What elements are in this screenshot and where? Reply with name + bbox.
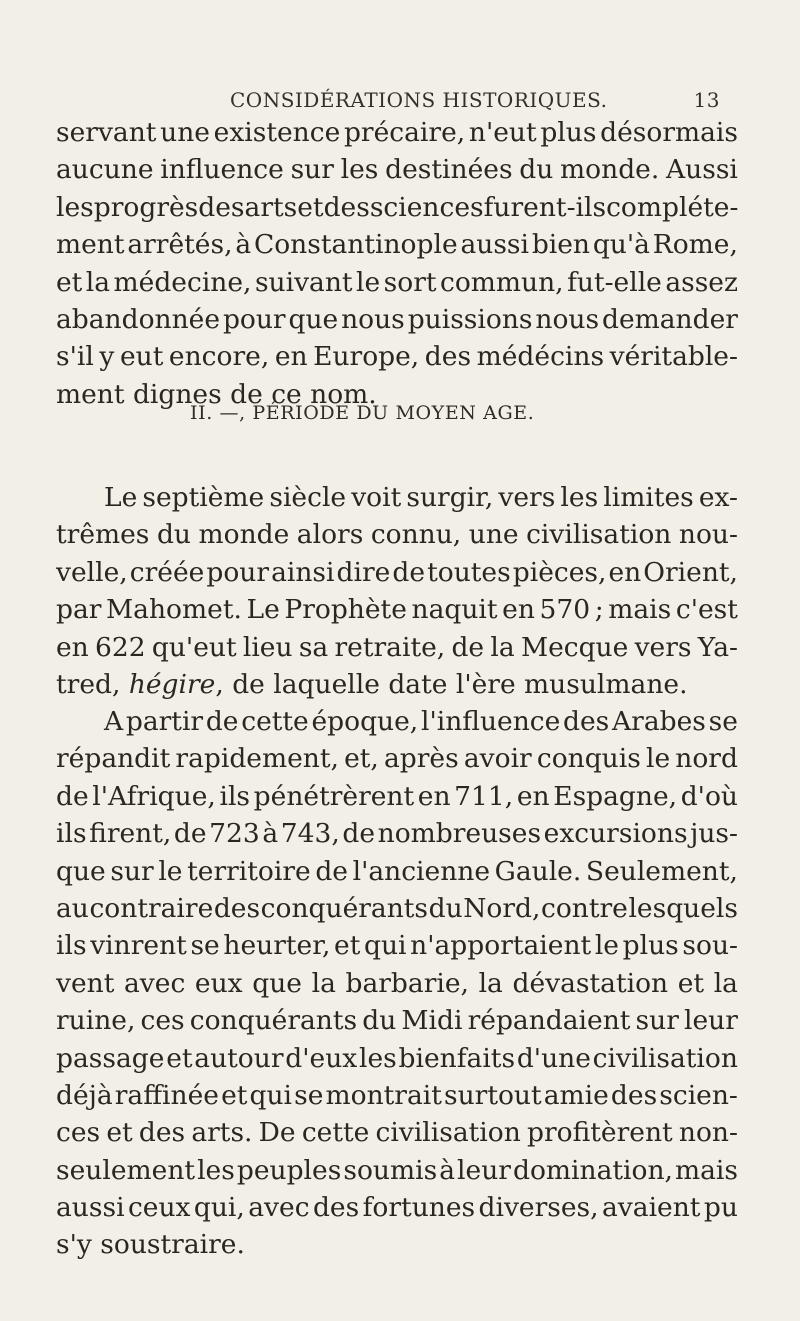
word: ceux bbox=[127, 1192, 191, 1224]
word: et bbox=[106, 1117, 133, 1149]
word: et bbox=[334, 930, 361, 962]
word: leur bbox=[684, 1005, 738, 1037]
word: pièces, bbox=[512, 556, 607, 588]
word: après bbox=[383, 743, 459, 775]
text-fragment: , de laquelle date l'ère musulmane. bbox=[215, 668, 688, 700]
word: de bbox=[173, 818, 207, 850]
word: Constantinople bbox=[253, 229, 458, 261]
word: firent, bbox=[89, 818, 172, 850]
word: De bbox=[258, 1117, 296, 1149]
word: à bbox=[235, 229, 252, 261]
word: Nord, bbox=[463, 892, 541, 924]
paragraph-3 bbox=[56, 703, 738, 1264]
word: non- bbox=[678, 1117, 738, 1149]
word: répandaient bbox=[467, 1005, 631, 1037]
word: peuples bbox=[236, 1154, 342, 1186]
word: du bbox=[362, 1005, 397, 1037]
word: commun, bbox=[439, 266, 564, 298]
word: des bbox=[323, 191, 370, 223]
word: de bbox=[392, 556, 426, 588]
word: de bbox=[315, 855, 348, 887]
word: et bbox=[221, 1079, 248, 1111]
word: en bbox=[502, 594, 535, 626]
word: profitèrent bbox=[527, 1117, 673, 1149]
word: civilisation bbox=[526, 519, 672, 551]
word: de bbox=[342, 818, 376, 850]
text-line bbox=[56, 890, 738, 927]
text-line bbox=[56, 189, 738, 226]
word: nou- bbox=[678, 519, 738, 551]
word: territoire bbox=[187, 855, 311, 887]
word: désormais bbox=[600, 117, 738, 148]
word: arts. bbox=[191, 1117, 253, 1149]
word: 622 bbox=[95, 631, 146, 663]
paragraph-1 bbox=[56, 114, 738, 413]
word: monde. bbox=[560, 154, 660, 186]
word: les bbox=[340, 154, 379, 186]
word: fortunes bbox=[362, 1192, 476, 1224]
word: cette bbox=[241, 706, 309, 737]
word: progrès bbox=[93, 191, 199, 223]
word: 743, bbox=[280, 818, 340, 850]
word: ainsi bbox=[271, 556, 335, 588]
word: du bbox=[428, 892, 463, 924]
word: pour bbox=[206, 556, 270, 588]
word: toutes bbox=[427, 556, 511, 588]
word: sort bbox=[383, 266, 437, 298]
word: du bbox=[519, 154, 554, 186]
word: destinées bbox=[385, 154, 513, 186]
word: les bbox=[560, 482, 599, 513]
text-line bbox=[56, 629, 738, 666]
word: Aussi bbox=[666, 154, 738, 186]
word: aussi bbox=[460, 229, 529, 261]
word: qui bbox=[249, 1079, 293, 1111]
word: en bbox=[417, 780, 451, 812]
word: qui bbox=[364, 930, 407, 962]
word: et bbox=[56, 266, 83, 298]
word: mais bbox=[608, 594, 672, 626]
word: qu'eut bbox=[151, 631, 237, 663]
word: sur bbox=[110, 855, 154, 887]
word: soumis bbox=[343, 1154, 438, 1186]
word: de bbox=[56, 780, 89, 812]
word: Le bbox=[104, 482, 138, 513]
word: ils bbox=[56, 818, 87, 850]
word: par bbox=[56, 594, 102, 626]
text-line bbox=[56, 1114, 738, 1151]
word: se bbox=[190, 930, 220, 962]
word: nous bbox=[535, 303, 600, 335]
word: les bbox=[359, 1042, 397, 1074]
word: servant bbox=[56, 117, 157, 148]
word: 723 bbox=[209, 818, 260, 850]
word: et bbox=[297, 191, 324, 223]
text-line bbox=[56, 1040, 738, 1077]
text-line bbox=[56, 853, 738, 890]
word: domination, bbox=[512, 1154, 673, 1186]
word: plus bbox=[540, 117, 597, 148]
word: civilisation bbox=[592, 1042, 738, 1074]
word: autour bbox=[194, 1042, 284, 1074]
word: vent bbox=[56, 967, 115, 999]
word: y bbox=[99, 341, 115, 373]
text-line bbox=[56, 1077, 738, 1114]
text-line bbox=[56, 965, 738, 1002]
text-line bbox=[56, 151, 738, 188]
word: Ya- bbox=[697, 631, 738, 663]
word: Prophète bbox=[284, 594, 407, 626]
word: plus bbox=[622, 930, 679, 962]
word: des bbox=[563, 706, 610, 737]
word: contraire bbox=[89, 892, 214, 924]
word: aussi bbox=[56, 1192, 125, 1224]
word: rapidement, bbox=[175, 743, 339, 775]
word: raffinée bbox=[114, 1079, 219, 1111]
text-fragment: tred, bbox=[56, 668, 129, 700]
word: de bbox=[451, 631, 485, 663]
word: la bbox=[311, 967, 336, 999]
word: sciences bbox=[369, 191, 484, 223]
word: jus- bbox=[690, 818, 738, 850]
word: précaire, bbox=[343, 117, 466, 148]
word: des bbox=[424, 341, 472, 373]
running-title: CONSIDÉRATIONS HISTORIQUES. bbox=[230, 88, 608, 112]
word: bien bbox=[531, 229, 591, 261]
text-line bbox=[56, 591, 738, 628]
word: ils bbox=[56, 930, 87, 962]
word: 570 bbox=[539, 594, 591, 626]
word: n'eut bbox=[468, 117, 537, 148]
word: pour bbox=[222, 303, 286, 335]
word: la bbox=[713, 967, 738, 999]
paragraph-2 bbox=[56, 479, 738, 703]
word: époque, bbox=[311, 706, 419, 737]
word: retraite, bbox=[334, 631, 446, 663]
word: existence bbox=[213, 117, 341, 148]
word: c'est bbox=[675, 594, 738, 626]
word: pénétrèrent bbox=[253, 780, 415, 812]
text-line bbox=[56, 778, 738, 815]
text-line bbox=[56, 264, 738, 301]
word: conquérants bbox=[189, 1005, 358, 1037]
word: dévastation bbox=[512, 967, 669, 999]
word: aucune bbox=[56, 154, 154, 186]
word: mais bbox=[674, 1154, 738, 1186]
word: les bbox=[56, 191, 94, 223]
word: influence bbox=[160, 154, 284, 186]
word: avec bbox=[124, 967, 186, 999]
text-line bbox=[56, 554, 738, 591]
word: conquérants bbox=[260, 892, 429, 924]
word: avoir bbox=[463, 743, 532, 775]
word: à bbox=[262, 818, 279, 850]
word: vinrent bbox=[90, 930, 187, 962]
word: d'eux bbox=[285, 1042, 358, 1074]
word: civilisation bbox=[375, 1117, 521, 1149]
word: surgir, bbox=[406, 482, 494, 513]
word: une bbox=[468, 519, 519, 551]
word: monde bbox=[198, 519, 290, 551]
word: avaient bbox=[602, 1192, 701, 1224]
word: de bbox=[205, 706, 239, 737]
word: montrait bbox=[325, 1079, 442, 1111]
word: furent-ils bbox=[483, 191, 607, 223]
word: barbarie, bbox=[345, 967, 469, 999]
word: lesquels bbox=[628, 892, 738, 924]
word: Arabes bbox=[612, 706, 706, 737]
text-line bbox=[56, 301, 738, 338]
text-line bbox=[56, 1189, 738, 1226]
text-line bbox=[56, 1002, 738, 1039]
word: en bbox=[274, 341, 308, 373]
word: se bbox=[708, 706, 738, 737]
word: le bbox=[356, 266, 381, 298]
page-number: 13 bbox=[693, 88, 720, 112]
word: fut-elle bbox=[567, 266, 662, 298]
word: que bbox=[252, 967, 302, 999]
word: Mecque bbox=[520, 631, 629, 663]
word: et bbox=[166, 1042, 193, 1074]
word: l'influence bbox=[420, 706, 561, 737]
word: en bbox=[608, 556, 642, 588]
word: ils bbox=[219, 780, 251, 812]
word: des bbox=[198, 191, 245, 223]
word: répandit bbox=[56, 743, 171, 775]
word: Orient, bbox=[643, 556, 738, 588]
word: scien- bbox=[659, 1079, 738, 1111]
word: connu, bbox=[370, 519, 462, 551]
word: qu'à bbox=[592, 229, 650, 261]
word: à bbox=[439, 1154, 456, 1186]
word: la bbox=[478, 967, 503, 999]
word: que bbox=[56, 855, 106, 887]
word: le bbox=[594, 930, 619, 962]
word: surtout bbox=[443, 1079, 542, 1111]
word: créée bbox=[129, 556, 205, 588]
text-line: ment dignes de ce nom. bbox=[56, 378, 377, 410]
word: ruine, bbox=[56, 1005, 136, 1037]
word: sur bbox=[635, 1005, 679, 1037]
word: ; bbox=[594, 594, 604, 626]
word: sur bbox=[290, 154, 334, 186]
word: limites bbox=[603, 482, 694, 513]
word: amie bbox=[543, 1079, 609, 1111]
text-line bbox=[56, 338, 738, 375]
word: arts bbox=[244, 191, 298, 223]
word: Rome, bbox=[652, 229, 738, 261]
word: qui, bbox=[193, 1192, 245, 1224]
word: en bbox=[56, 631, 89, 663]
text-line bbox=[56, 740, 738, 777]
word: arrêtés, bbox=[127, 229, 233, 261]
word: du bbox=[156, 519, 191, 551]
word: en bbox=[516, 780, 550, 812]
text-line bbox=[56, 1152, 738, 1189]
word: au bbox=[56, 892, 89, 924]
word: encore, bbox=[168, 341, 270, 373]
word: contre bbox=[541, 892, 628, 924]
word: médécins bbox=[476, 341, 605, 373]
word: dire bbox=[336, 556, 391, 588]
word: d'une bbox=[516, 1042, 591, 1074]
italic-term: hégire bbox=[128, 668, 216, 700]
word: véritable- bbox=[609, 341, 738, 373]
text-line bbox=[56, 666, 738, 703]
word: alors bbox=[296, 519, 364, 551]
word: d'où bbox=[680, 780, 738, 812]
word: que bbox=[288, 303, 339, 335]
text-line bbox=[56, 226, 738, 263]
word: ment bbox=[56, 229, 125, 261]
word: leur bbox=[457, 1154, 511, 1186]
word: vers bbox=[498, 482, 556, 513]
word: la bbox=[85, 266, 111, 298]
word: suivant bbox=[254, 266, 353, 298]
word: partir bbox=[125, 706, 204, 737]
word: l'ancienne bbox=[352, 855, 491, 887]
text-line bbox=[56, 114, 738, 151]
word: la bbox=[490, 631, 515, 663]
word: une bbox=[160, 117, 210, 148]
word: des bbox=[138, 1117, 186, 1149]
word: bienfaits bbox=[398, 1042, 516, 1074]
text-line bbox=[56, 703, 738, 740]
word: et, bbox=[344, 743, 379, 775]
word: voit bbox=[351, 482, 402, 513]
text-line bbox=[56, 927, 738, 964]
word: vers bbox=[634, 631, 692, 663]
word: demander bbox=[601, 303, 738, 335]
word: 711, bbox=[454, 780, 514, 812]
text-line bbox=[56, 516, 738, 553]
word: lieu bbox=[242, 631, 293, 663]
word: ces bbox=[56, 1117, 101, 1149]
word: sa bbox=[298, 631, 329, 663]
word: Gaule. bbox=[494, 855, 582, 887]
word: médecine, bbox=[113, 266, 252, 298]
word: eut bbox=[119, 341, 164, 373]
word: les bbox=[197, 1154, 235, 1186]
word: passage bbox=[56, 1042, 165, 1074]
word: le bbox=[645, 743, 671, 775]
word: velle, bbox=[56, 556, 128, 588]
word: excursions bbox=[543, 818, 688, 850]
text-line: s'y soustraire. bbox=[56, 1229, 245, 1261]
word: le bbox=[158, 855, 183, 887]
word: naquit bbox=[411, 594, 498, 626]
word: cette bbox=[301, 1117, 370, 1149]
word: se bbox=[294, 1079, 324, 1111]
word: conquis bbox=[536, 743, 641, 775]
word: Mahomet. bbox=[106, 594, 242, 626]
word: A bbox=[104, 706, 124, 737]
word: s'il bbox=[56, 341, 94, 373]
word: n'apportaient bbox=[410, 930, 592, 962]
word: septième bbox=[142, 482, 265, 513]
text-line bbox=[56, 479, 738, 516]
word: des bbox=[312, 1192, 360, 1224]
word: avec bbox=[248, 1192, 310, 1224]
word: l'Afrique, bbox=[92, 780, 216, 812]
word: diverses, bbox=[478, 1192, 599, 1224]
word: et bbox=[677, 967, 705, 999]
word: compléte- bbox=[606, 191, 739, 223]
word: eux bbox=[194, 967, 243, 999]
word: Europe, bbox=[313, 341, 420, 373]
word: Le bbox=[246, 594, 280, 626]
word: déjà bbox=[56, 1079, 113, 1111]
word: des bbox=[610, 1079, 658, 1111]
word: nombreuses bbox=[377, 818, 542, 850]
section-heading: II. —, PÉRIODE DU MOYEN AGE. bbox=[190, 402, 535, 424]
word: Espagne, bbox=[553, 780, 678, 812]
word: nous bbox=[341, 303, 405, 335]
word: Seulement, bbox=[585, 855, 738, 887]
word: nord bbox=[675, 743, 738, 775]
word: trêmes bbox=[56, 519, 150, 551]
word: Midi bbox=[401, 1005, 463, 1037]
text-line bbox=[56, 815, 738, 852]
word: assez bbox=[665, 266, 738, 298]
word: siècle bbox=[269, 482, 347, 513]
word: des bbox=[213, 892, 261, 924]
word: pu bbox=[703, 1192, 738, 1224]
word: abandonnée bbox=[56, 303, 221, 335]
word: ces bbox=[140, 1005, 185, 1037]
word: seulement bbox=[56, 1154, 196, 1186]
word: puissions bbox=[407, 303, 533, 335]
word: ex- bbox=[698, 482, 738, 513]
word: sou- bbox=[682, 930, 738, 962]
word: heurter, bbox=[223, 930, 331, 962]
